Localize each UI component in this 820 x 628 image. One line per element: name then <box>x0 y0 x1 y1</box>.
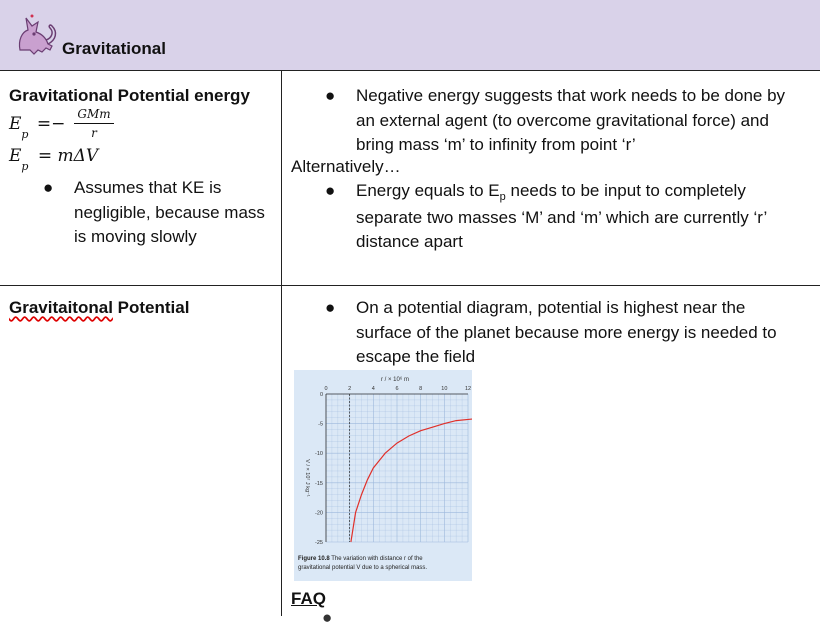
eq1-fraction <box>74 107 114 140</box>
bullet-dot: ● <box>43 178 54 197</box>
gravitational-potential-heading <box>9 298 189 318</box>
eq1-denominator: r <box>91 126 97 140</box>
misspelled-word: Gravitaitonal <box>9 298 113 317</box>
energy-input-bullet <box>325 179 816 255</box>
eq2-subscript: p <box>21 160 29 173</box>
eq2-symbol: E <box>9 146 22 166</box>
ke-negligible-bullet <box>43 176 279 250</box>
gpe-equation-2 <box>9 146 99 173</box>
heading-word: Potential <box>117 298 190 317</box>
bullet-line: distance apart <box>356 232 463 251</box>
top-axis-label: r / × 10⁶ m <box>381 377 409 383</box>
bullet-dot: ● <box>325 86 336 105</box>
x-tick-label: 4 <box>371 386 375 392</box>
bullet-line: negligible, because mass <box>74 202 265 222</box>
gpe-equation-1 <box>9 114 66 141</box>
y-tick-label: 0 <box>319 392 323 398</box>
page-title: Gravitational <box>62 39 166 58</box>
potential-chart <box>294 370 472 581</box>
figure-caption <box>298 556 423 562</box>
subscript: p <box>499 191 506 203</box>
faq-cut-off-bullet: ● <box>322 608 333 627</box>
eq2-rhs: = mΔV <box>37 146 99 166</box>
bullet-line: On a potential diagram, potential is highest near the <box>356 298 746 317</box>
x-tick-label: 0 <box>324 386 328 392</box>
potential-diagram-bullet <box>325 296 816 370</box>
bullet-text: needs to be input to completely <box>505 181 746 200</box>
faq-heading: FAQ <box>291 589 326 608</box>
y-tick-label: -15 <box>315 480 323 487</box>
gpe-heading: Gravitational Potential energy <box>9 86 250 105</box>
x-tick-label: 6 <box>395 386 399 392</box>
eq1-numerator: GMm <box>74 107 114 124</box>
document-header <box>0 0 820 71</box>
eq1-symbol: E <box>9 114 22 134</box>
alternatively-text: Alternatively… <box>291 157 401 176</box>
table-row-divider <box>0 285 820 286</box>
y-tick-label: -5 <box>318 421 323 428</box>
y-tick-label: -10 <box>315 451 323 458</box>
x-tick-label: 8 <box>419 386 423 392</box>
x-tick-label: 10 <box>441 386 448 392</box>
bullet-line: is moving slowly <box>74 227 197 246</box>
bullet-line: Negative energy suggests that work needs to be done by <box>356 86 786 105</box>
y-tick-label: -25 <box>315 540 323 546</box>
negative-energy-bullet <box>325 84 816 158</box>
figure-caption-line2: gravitational potential V due to a spherical mass. <box>298 565 428 571</box>
potential-figure <box>294 370 472 581</box>
bullet-dot: ● <box>325 181 336 200</box>
x-tick-label: 2 <box>348 386 352 392</box>
espeon-mascot-icon <box>12 10 60 58</box>
bullet-line: surface of the planet because more energy is needed to <box>356 322 777 342</box>
y-tick-label: -20 <box>315 510 323 517</box>
bullet-line: Assumes that KE is <box>74 178 222 197</box>
caption-line: The variation with distance r of the <box>329 556 423 562</box>
left-axis-label: V / × 10⁷ J kg⁻¹ <box>304 459 310 497</box>
table-column-divider <box>281 70 282 616</box>
bullet-dot: ● <box>325 298 336 317</box>
eq1-equals: =− <box>36 114 66 134</box>
bullet-line: escape the field <box>356 347 476 366</box>
eq1-subscript: p <box>21 128 29 141</box>
bullet-line: bring mass ‘m’ to infinity from point ‘r’ <box>356 135 636 154</box>
caption-bold: Figure 10.8 <box>298 556 330 562</box>
bullet-line: an external agent (to overcome gravitational force) and <box>356 110 769 130</box>
x-tick-label: 12 <box>464 386 472 392</box>
potential-curve <box>351 419 472 542</box>
bullet-line: separate two masses ‘M’ and ‘m’ which are currently ‘r’ <box>356 207 768 227</box>
bullet-line <box>356 179 816 206</box>
bullet-text: Energy equals to E <box>356 181 500 200</box>
